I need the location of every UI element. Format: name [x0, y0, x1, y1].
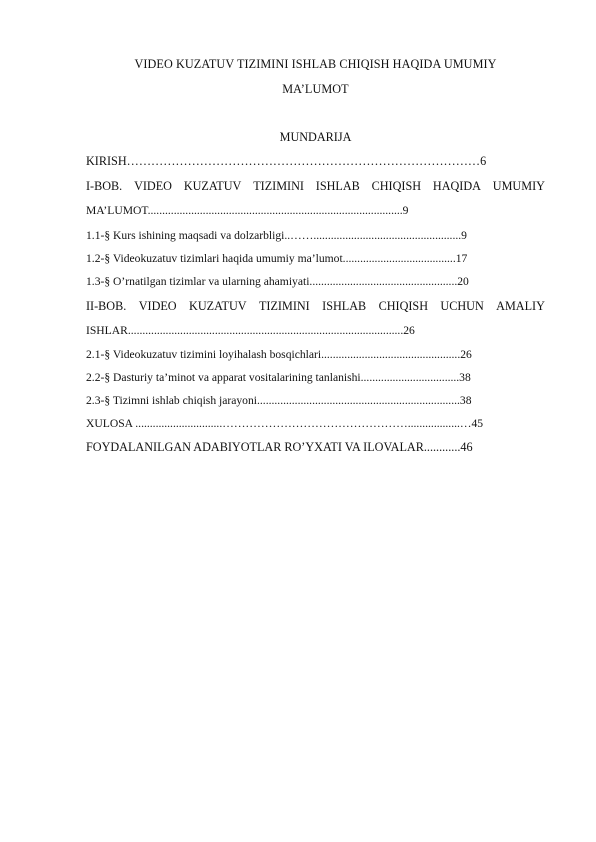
toc-entry-intro: KIRISH……………………………………………………………………………6 [86, 154, 487, 168]
toc-word: II-BOB. [86, 299, 127, 313]
toc-word: ISHLAB [315, 179, 360, 193]
toc-word: CHIQISH [371, 179, 422, 193]
toc-entry-chapter-2-line-2: ISHLAR...............................................................................................26 [86, 324, 415, 337]
document-title-line-1: VIDEO KUZATUV TIZIMINI ISHLAB CHIQISH HAQIDA UMUMIY [134, 57, 497, 71]
toc-word: UCHUN [440, 299, 484, 313]
toc-entry-conclusion: XULOSA ..............................…………………………………………..................…45 [86, 417, 484, 430]
toc-word: VIDEO [134, 179, 172, 193]
toc-entry-section-1-1: 1.1-§ Kurs ishining maqsadi va dolzarbligi..……...................................................9 [86, 229, 467, 242]
toc-word: TIZIMINI [258, 299, 310, 313]
toc-entry-section-2-1: 2.1-§ Videokuzatuv tizimini loyihalash bosqichlari................................................26 [86, 348, 472, 361]
toc-word: VIDEO [138, 299, 177, 313]
toc-entry-section-2-2: 2.2-§ Dasturiy ta’minot va apparat vositalarining tanlanishi..................................38 [86, 371, 471, 384]
toc-word: UMUMIY [492, 179, 545, 193]
document-title-line-2: MA’LUMOT [282, 82, 349, 96]
toc-word: I-BOB. [86, 179, 123, 193]
toc-word: KUZATUV [189, 299, 247, 313]
toc-entry-section-1-2: 1.2-§ Videokuzatuv tizimlari haqida umumiy ma’lumot.......................................17 [86, 252, 468, 265]
toc-entry-section-1-3: 1.3-§ O’rnatilgan tizimlar va ularning ahamiyati...................................................20 [86, 275, 469, 288]
toc-word: AMALIY [496, 299, 545, 313]
toc-heading: MUNDARIJA [279, 130, 352, 144]
toc-word: CHIQISH [378, 299, 429, 313]
toc-word: HAQIDA [432, 179, 481, 193]
toc-word: TIZIMINI [253, 179, 304, 193]
toc-entry-references: FOYDALANILGAN ADABIYOTLAR RO’YXATI VA ILOVALAR............46 [86, 440, 473, 454]
toc-entry-chapter-1-line-2: MA’LUMOT........................................................................................9 [86, 204, 409, 217]
toc-word: ISHLAB [322, 299, 367, 313]
toc-entry-chapter-2-line-1 [86, 299, 545, 314]
toc-word: KUZATUV [183, 179, 242, 193]
toc-entry-chapter-1-line-1 [86, 179, 545, 194]
toc-entry-section-2-3: 2.3-§ Tizimni ishlab chiqish jarayoni......................................................................38 [86, 394, 472, 407]
